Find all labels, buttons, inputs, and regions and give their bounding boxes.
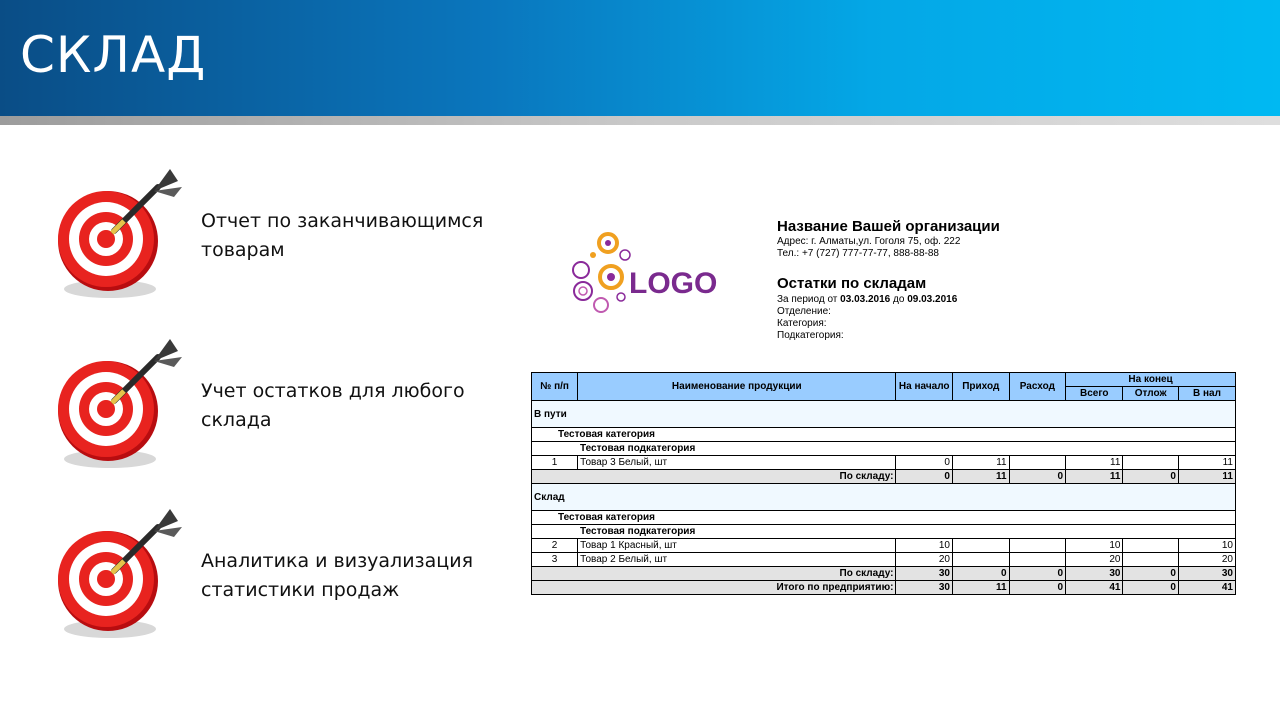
- stock-table: [531, 372, 1236, 595]
- grand-total-label: Итого по предприятию:: [532, 581, 896, 595]
- subcategory-name: Тестовая подкатегория: [532, 442, 1236, 456]
- cell-income: [952, 539, 1009, 553]
- company-logo: [563, 225, 733, 325]
- cell-deferred: [1123, 553, 1178, 567]
- header-divider: [0, 116, 1280, 125]
- col-header-outcome: Расход: [1009, 373, 1066, 401]
- col-header-name: Наименование продукции: [578, 373, 896, 401]
- cell-in-stock: 11: [1178, 456, 1235, 470]
- summary-in-stock: 11: [1178, 470, 1235, 484]
- col-header-income: Приход: [952, 373, 1009, 401]
- cell-name: Товар 1 Красный, шт: [578, 539, 896, 553]
- target-dart-icon: [52, 165, 192, 305]
- summary-total: 30: [1066, 567, 1123, 581]
- feature-text: Аналитика и визуализация статистики продаж: [201, 550, 474, 601]
- cell-name: Товар 3 Белый, шт: [578, 456, 896, 470]
- page-title: СКЛАД: [20, 26, 207, 84]
- summary-in-stock: 30: [1178, 567, 1235, 581]
- subcategory-row: [532, 442, 1236, 456]
- summary-income: 11: [952, 470, 1009, 484]
- grand-total-outcome: 0: [1009, 581, 1066, 595]
- subcategory-name: Тестовая подкатегория: [532, 525, 1236, 539]
- grand-total-start: 30: [896, 581, 953, 595]
- cell-total: 20: [1066, 553, 1123, 567]
- col-header-deferred: Отлож: [1123, 387, 1178, 401]
- cell-num: 3: [532, 553, 578, 567]
- cell-income: [952, 553, 1009, 567]
- section-row: [532, 484, 1236, 511]
- feature-text: Отчет по заканчивающимся товарам: [201, 210, 484, 261]
- grand-total-in-stock: 41: [1178, 581, 1235, 595]
- summary-outcome: 0: [1009, 567, 1066, 581]
- summary-total: 11: [1066, 470, 1123, 484]
- col-header-num: № п/п: [532, 373, 578, 401]
- section-name: В пути: [532, 401, 1236, 428]
- cell-num: 1: [532, 456, 578, 470]
- category-name: Тестовая категория: [532, 511, 1236, 525]
- report-document: [531, 210, 1237, 610]
- grand-total-income: 11: [952, 581, 1009, 595]
- cell-total: 11: [1066, 456, 1123, 470]
- filter-category: Категория:: [777, 318, 827, 329]
- summary-row: [532, 470, 1236, 484]
- summary-row: [532, 567, 1236, 581]
- summary-outcome: 0: [1009, 470, 1066, 484]
- summary-income: 0: [952, 567, 1009, 581]
- feature-item-2: [52, 335, 522, 475]
- cell-in-stock: 20: [1178, 553, 1235, 567]
- target-dart-icon: [52, 335, 192, 475]
- feature-text: Учет остатков для любого склада: [201, 380, 465, 431]
- cell-deferred: [1123, 456, 1178, 470]
- col-header-in-stock: В нал: [1178, 387, 1235, 401]
- cell-start: 0: [896, 456, 953, 470]
- subcategory-row: [532, 525, 1236, 539]
- col-header-total: Всего: [1066, 387, 1123, 401]
- cell-total: 10: [1066, 539, 1123, 553]
- cell-outcome: [1009, 456, 1066, 470]
- col-header-start: На начало: [896, 373, 953, 401]
- cell-deferred: [1123, 539, 1178, 553]
- section-row: [532, 401, 1236, 428]
- category-name: Тестовая категория: [532, 428, 1236, 442]
- table-row: [532, 539, 1236, 553]
- cell-income: 11: [952, 456, 1009, 470]
- table-row: [532, 456, 1236, 470]
- cell-outcome: [1009, 553, 1066, 567]
- filter-subcategory: Подкатегория:: [777, 330, 844, 341]
- org-phone: Тел.: +7 (727) 777-77-77, 888-88-88: [777, 248, 939, 259]
- summary-label: По складу:: [532, 470, 896, 484]
- org-address: Адрес: г. Алматы,ул. Гоголя 75, оф. 222: [777, 236, 961, 247]
- category-row: [532, 428, 1236, 442]
- period-to: 09.03.2016: [907, 294, 958, 305]
- summary-start: 0: [896, 470, 953, 484]
- cell-num: 2: [532, 539, 578, 553]
- grand-total-row: [532, 581, 1236, 595]
- cell-name: Товар 2 Белый, шт: [578, 553, 896, 567]
- category-row: [532, 511, 1236, 525]
- table-row: [532, 553, 1236, 567]
- summary-deferred: 0: [1123, 567, 1178, 581]
- period-from: 03.03.2016: [840, 294, 891, 305]
- feature-item-3: [52, 505, 522, 645]
- cell-in-stock: 10: [1178, 539, 1235, 553]
- summary-start: 30: [896, 567, 953, 581]
- grand-total-deferred: 0: [1123, 581, 1178, 595]
- grand-total-total: 41: [1066, 581, 1123, 595]
- target-dart-icon: [52, 505, 192, 645]
- cell-start: 10: [896, 539, 953, 553]
- summary-deferred: 0: [1123, 470, 1178, 484]
- report-period: За период от 03.03.2016 до 09.03.2016: [777, 294, 958, 305]
- summary-label: По складу:: [532, 567, 896, 581]
- cell-outcome: [1009, 539, 1066, 553]
- logo-text: LOGO: [629, 267, 718, 300]
- header-banner: [0, 0, 1280, 116]
- section-name: Склад: [532, 484, 1236, 511]
- feature-item-1: [52, 165, 522, 305]
- org-name: Название Вашей организации: [777, 218, 1000, 235]
- table-header-row: [532, 373, 1236, 387]
- col-header-end-group: На конец: [1066, 373, 1236, 387]
- org-info: [777, 217, 1197, 342]
- cell-start: 20: [896, 553, 953, 567]
- report-title: Остатки по складам: [777, 275, 927, 292]
- filter-department: Отделение:: [777, 306, 831, 317]
